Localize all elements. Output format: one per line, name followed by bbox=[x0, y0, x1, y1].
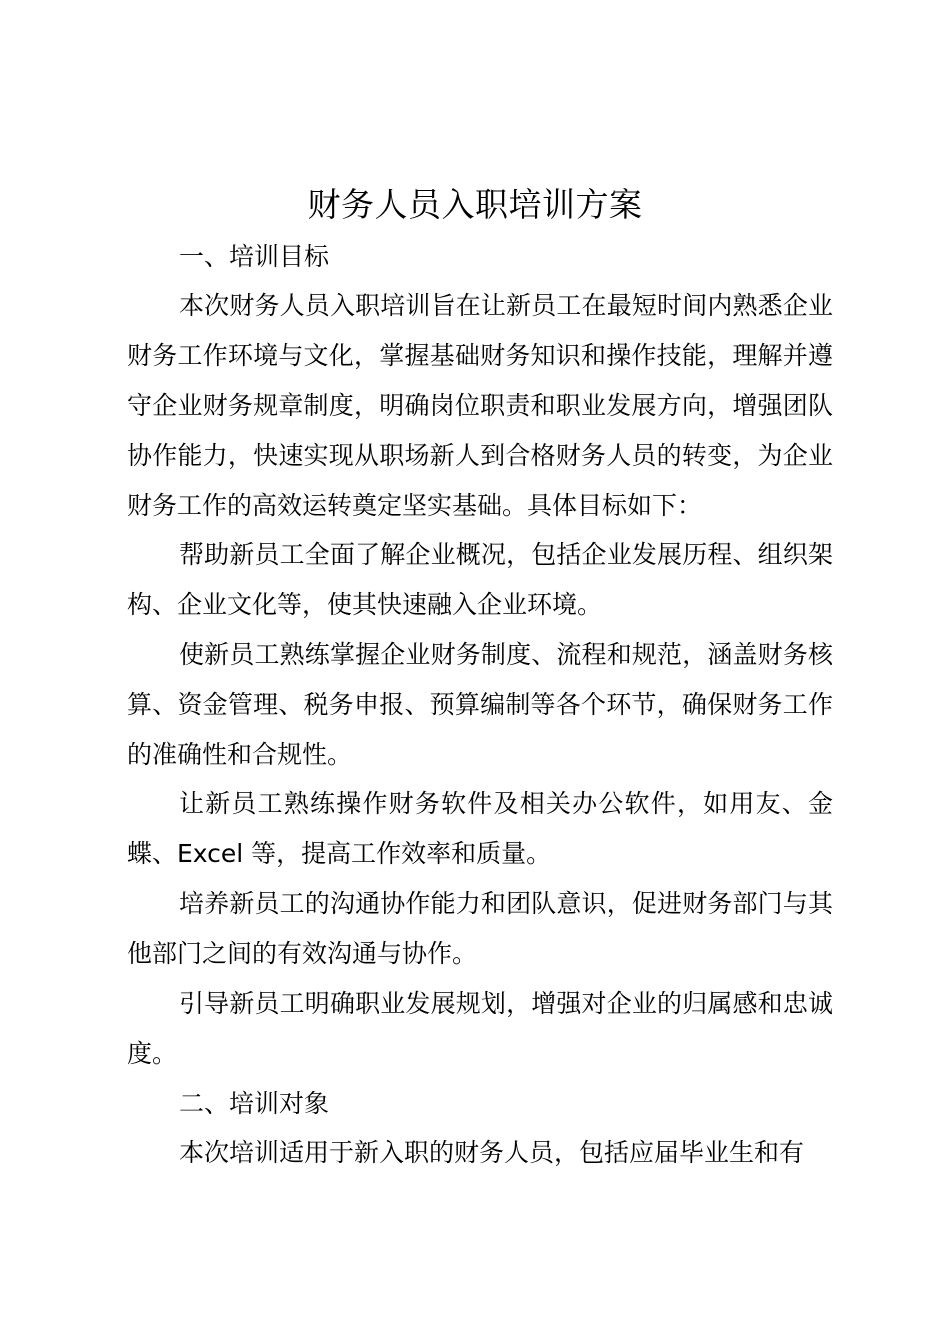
paragraph-goal-career: 引导新员工明确职业发展规划，增强对企业的归属感和忠诚度。 bbox=[127, 989, 833, 1068]
paragraph-goal-teamwork: 培养新员工的沟通协作能力和团队意识，促进财务部门与其他部门之间的有效沟通与协作。 bbox=[127, 889, 833, 968]
section-heading-training-audience: 二、培训对象 bbox=[179, 1089, 330, 1118]
paragraph-goal-company-overview: 帮助新员工全面了解企业概况，包括企业发展历程、组织架构、企业文化等，使其快速融入企业环境。 bbox=[127, 540, 833, 619]
paragraph-audience: 本次培训适用于新入职的财务人员，包括应届毕业生和有 bbox=[179, 1138, 805, 1167]
paragraph-goals-intro: 本次财务人员入职培训旨在让新员工在最短时间内熟悉企业财务工作环境与文化，掌握基础财务知识和操作技能，理解并遵守企业财务规章制度，明确岗位职责和职业发展方向，增强团队协作能力，快速实现从职场新人到合格财务人员的转变，为企业财务工作的高效运转奠定坚实基础。具体目标如下： bbox=[127, 291, 833, 520]
document-title: 财务人员入职培训方案 bbox=[307, 185, 643, 224]
paragraph-goal-finance-rules: 使新员工熟练掌握企业财务制度、流程和规范，涵盖财务核算、资金管理、税务申报、预算编制等各个环节，确保财务工作的准确性和合规性。 bbox=[127, 640, 833, 769]
section-heading-training-goals: 一、培训目标 bbox=[179, 242, 330, 271]
paragraph-goal-software: 让新员工熟练操作财务软件及相关办公软件，如用友、金蝶、Excel 等，提高工作效率和质量。 bbox=[127, 789, 833, 868]
